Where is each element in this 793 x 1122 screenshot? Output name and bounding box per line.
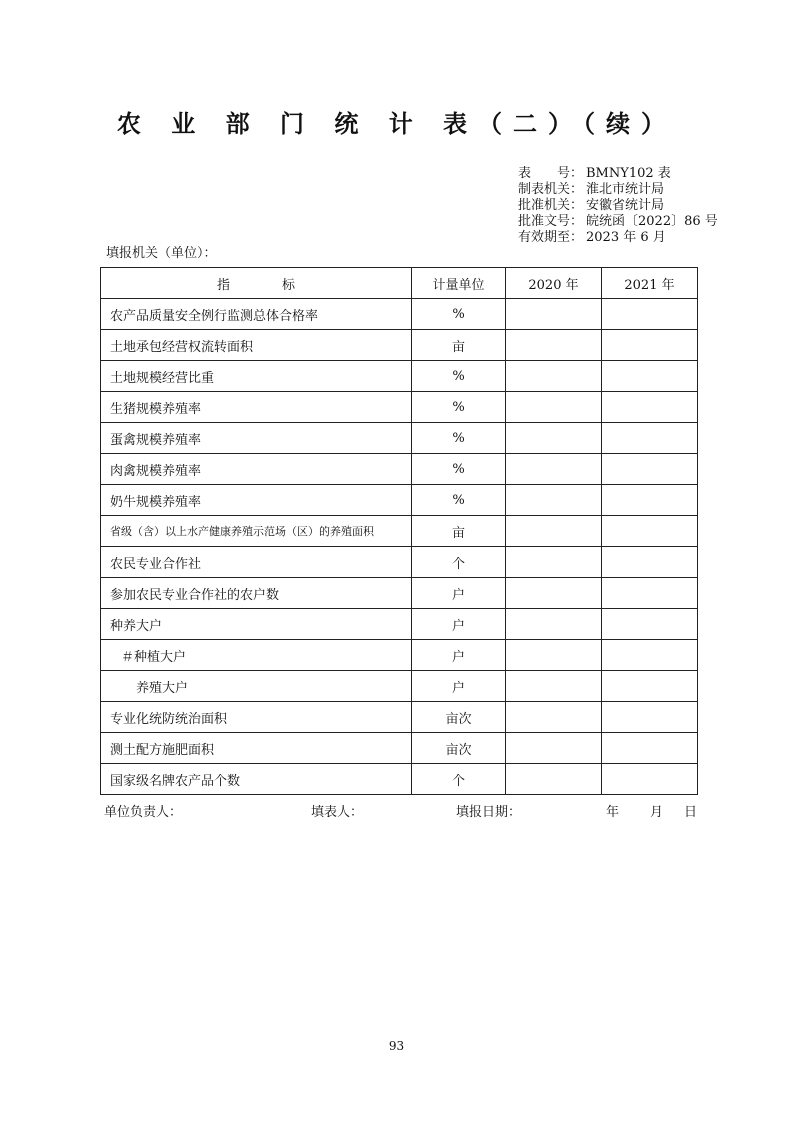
value-cell-2020[interactable] (506, 423, 602, 454)
footer-date-label: 填报日期： (456, 805, 522, 820)
table-row (101, 609, 698, 640)
value-cell-2021[interactable] (602, 485, 698, 516)
value-cell-2020[interactable] (506, 392, 602, 423)
indicator-name: 奶牛规模养殖率 (101, 485, 412, 516)
footer-day: 日 (684, 805, 698, 820)
footer-month: 月 (650, 805, 664, 820)
indicator-name: 种养大户 (101, 609, 412, 640)
indicator-unit: % (412, 392, 506, 423)
table-row (101, 733, 698, 764)
value-cell-2020[interactable] (506, 764, 602, 795)
value-cell-2021[interactable] (602, 423, 698, 454)
value-cell-2021[interactable] (602, 299, 698, 330)
indicator-name: 专业化统防统治面积 (101, 702, 412, 733)
value-cell-2021[interactable] (602, 733, 698, 764)
value-cell-2021[interactable] (602, 454, 698, 485)
indicator-name: 生猪规模养殖率 (101, 392, 412, 423)
indicator-name: ＃种植大户 (101, 640, 412, 671)
form-metadata (518, 166, 718, 246)
meta-valid-until (518, 230, 718, 246)
value-cell-2021[interactable] (602, 392, 698, 423)
table-row (101, 702, 698, 733)
page-title: 农 业 部 门 统 计 表（二）（续） (116, 110, 677, 138)
value-cell-2020[interactable] (506, 671, 602, 702)
indicator-name: 参加农民专业合作社的农户数 (101, 578, 412, 609)
value-cell-2020[interactable] (506, 361, 602, 392)
indicator-unit: % (412, 423, 506, 454)
value-cell-2020[interactable] (506, 640, 602, 671)
indicator-unit: % (412, 485, 506, 516)
meta-value: BMNY102 表 (586, 166, 671, 181)
value-cell-2020[interactable] (506, 578, 602, 609)
indicator-unit: % (412, 299, 506, 330)
table-row (101, 640, 698, 671)
footer-year: 年 (606, 805, 620, 820)
indicator-unit: 亩次 (412, 702, 506, 733)
indicator-unit: 亩 (412, 516, 506, 547)
table-header-row (101, 268, 698, 299)
indicator-name: 肉禽规模养殖率 (101, 454, 412, 485)
meta-value: 皖统函〔2022〕86 号 (586, 214, 718, 229)
filler-agency-label: 填报机关（单位）： (106, 246, 217, 261)
footer-leader-label: 单位负责人： (104, 805, 183, 820)
indicator-name: 土地规模经营比重 (101, 361, 412, 392)
meta-form-number (518, 166, 718, 182)
signature-footer (104, 801, 698, 819)
meta-label: 制表机关： (518, 182, 584, 197)
value-cell-2021[interactable] (602, 764, 698, 795)
meta-value: 安徽省统计局 (586, 198, 665, 213)
header-indicator: 指 标 (101, 268, 412, 299)
table-row (101, 764, 698, 795)
value-cell-2020[interactable] (506, 485, 602, 516)
indicator-unit: % (412, 454, 506, 485)
value-cell-2020[interactable] (506, 702, 602, 733)
meta-approving-agency (518, 198, 718, 214)
indicator-name: 农民专业合作社 (101, 547, 412, 578)
indicator-unit: 户 (412, 640, 506, 671)
indicator-unit: 亩次 (412, 733, 506, 764)
meta-issuing-agency (518, 182, 718, 198)
table-row (101, 330, 698, 361)
indicator-name: 养殖大户 (101, 671, 412, 702)
table-row (101, 361, 698, 392)
indicator-name: 蛋禽规模养殖率 (101, 423, 412, 454)
value-cell-2020[interactable] (506, 547, 602, 578)
indicator-name: 省级（含）以上水产健康养殖示范场（区）的养殖面积 (101, 516, 412, 547)
page-number: 93 (388, 1039, 405, 1053)
value-cell-2020[interactable] (506, 516, 602, 547)
value-cell-2020[interactable] (506, 609, 602, 640)
table-row (101, 423, 698, 454)
value-cell-2020[interactable] (506, 733, 602, 764)
meta-label: 批准文号： (518, 214, 584, 229)
table-row (101, 299, 698, 330)
indicator-unit: % (412, 361, 506, 392)
indicator-name: 农产品质量安全例行监测总体合格率 (101, 299, 412, 330)
indicator-unit: 户 (412, 578, 506, 609)
footer-filler-label: 填表人： (311, 805, 364, 820)
indicator-unit: 户 (412, 609, 506, 640)
meta-label: 有效期至： (518, 230, 584, 245)
table-row (101, 516, 698, 547)
indicator-name: 国家级名牌农产品个数 (101, 764, 412, 795)
meta-value: 2023 年 6 月 (586, 230, 666, 245)
header-2021: 2021 年 (602, 268, 698, 299)
table-row (101, 392, 698, 423)
indicator-unit: 亩 (412, 330, 506, 361)
meta-approval-number (518, 214, 718, 230)
value-cell-2021[interactable] (602, 702, 698, 733)
table-row (101, 454, 698, 485)
table-row (101, 547, 698, 578)
meta-label: 表 号： (518, 166, 584, 181)
indicator-name: 土地承包经营权流转面积 (101, 330, 412, 361)
value-cell-2021[interactable] (602, 330, 698, 361)
table-row (101, 671, 698, 702)
value-cell-2021[interactable] (602, 516, 698, 547)
header-2020: 2020 年 (506, 268, 602, 299)
value-cell-2020[interactable] (506, 454, 602, 485)
value-cell-2021[interactable] (602, 609, 698, 640)
indicator-unit: 个 (412, 547, 506, 578)
meta-value: 淮北市统计局 (586, 182, 665, 197)
indicator-name: 测土配方施肥面积 (101, 733, 412, 764)
table-row (101, 485, 698, 516)
value-cell-2021[interactable] (602, 547, 698, 578)
meta-label: 批准机关： (518, 198, 584, 213)
value-cell-2020[interactable] (506, 330, 602, 361)
value-cell-2021[interactable] (602, 361, 698, 392)
table-row (101, 578, 698, 609)
indicator-unit: 户 (412, 671, 506, 702)
value-cell-2021[interactable] (602, 671, 698, 702)
header-unit: 计量单位 (412, 268, 506, 299)
indicator-unit: 个 (412, 764, 506, 795)
value-cell-2021[interactable] (602, 640, 698, 671)
value-cell-2020[interactable] (506, 299, 602, 330)
value-cell-2021[interactable] (602, 578, 698, 609)
statistics-table (100, 267, 698, 795)
